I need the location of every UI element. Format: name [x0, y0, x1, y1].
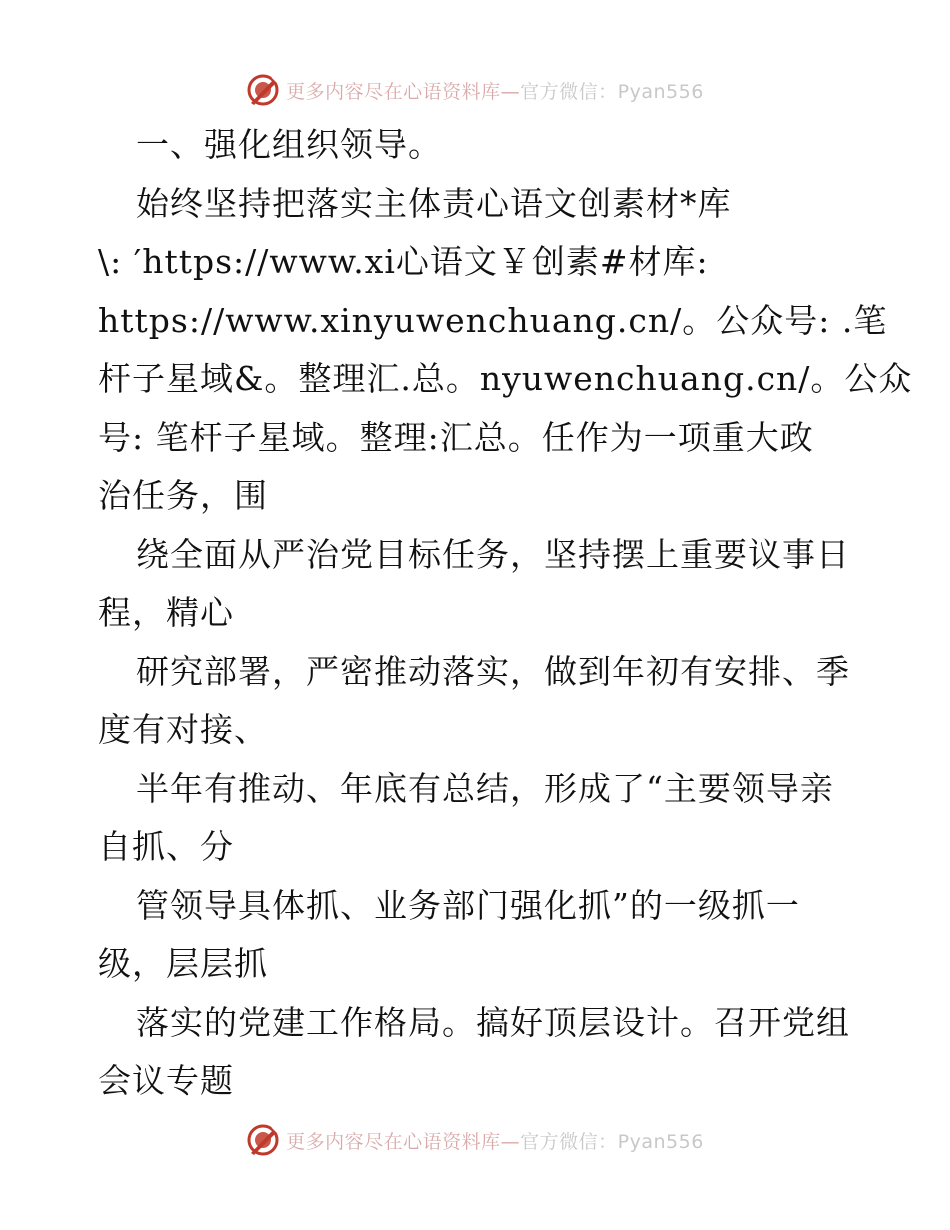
paragraph-line: 会议专题: [98, 1061, 234, 1100]
paragraph-line: 自抓、分: [98, 827, 234, 866]
banner-text: 更多内容尽在心语资料库—官方微信：Pyan556: [286, 80, 704, 103]
paragraph-line: 落实的党建工作格局。搞好顶层设计。召开党组: [136, 1002, 850, 1042]
paragraph-line: 号: 笔杆子星域。整理:汇总。任作为一项重大政: [98, 417, 814, 457]
paragraph-line: 杆子星域&。整理汇.总。nyuwenchuang.cn/。公众: [98, 359, 913, 398]
paragraph-line: 管领导具体抓、业务部门强化抓”的一级抓一: [136, 885, 800, 925]
paragraph-line: 级，层层抓: [98, 944, 268, 983]
paragraph-line: 绕全面从严治党目标任务，坚持摆上重要议事日: [136, 534, 850, 574]
pen-logo-icon: [246, 73, 280, 107]
paragraph-line: 度有对接、: [98, 710, 268, 749]
paragraph-line: \: ′https://www.xi心语文￥创素#材库:: [98, 242, 709, 281]
section-heading: 一、强化组织领导。: [136, 125, 442, 164]
paragraph-line: https://www.xinyuwenchuang.cn/。公众号: .笔: [98, 300, 888, 340]
paragraph-line: 治任务，围: [98, 476, 268, 515]
header-banner: [0, 70, 950, 110]
paragraph-line: 研究部署，严密推动落实，做到年初有安排、季: [136, 651, 850, 691]
document-body: [98, 116, 913, 1111]
pen-logo-icon: [246, 1123, 280, 1157]
paragraph-line: 程，精心: [98, 593, 234, 632]
paragraph-line: 半年有推动、年底有总结，形成了“主要领导亲: [136, 768, 834, 808]
banner-text: 更多内容尽在心语资料库—官方微信：Pyan556: [286, 1130, 704, 1153]
paragraph-line: 始终坚持把落实主体责心语文创素材*库: [136, 183, 732, 223]
footer-banner: [0, 1120, 950, 1160]
